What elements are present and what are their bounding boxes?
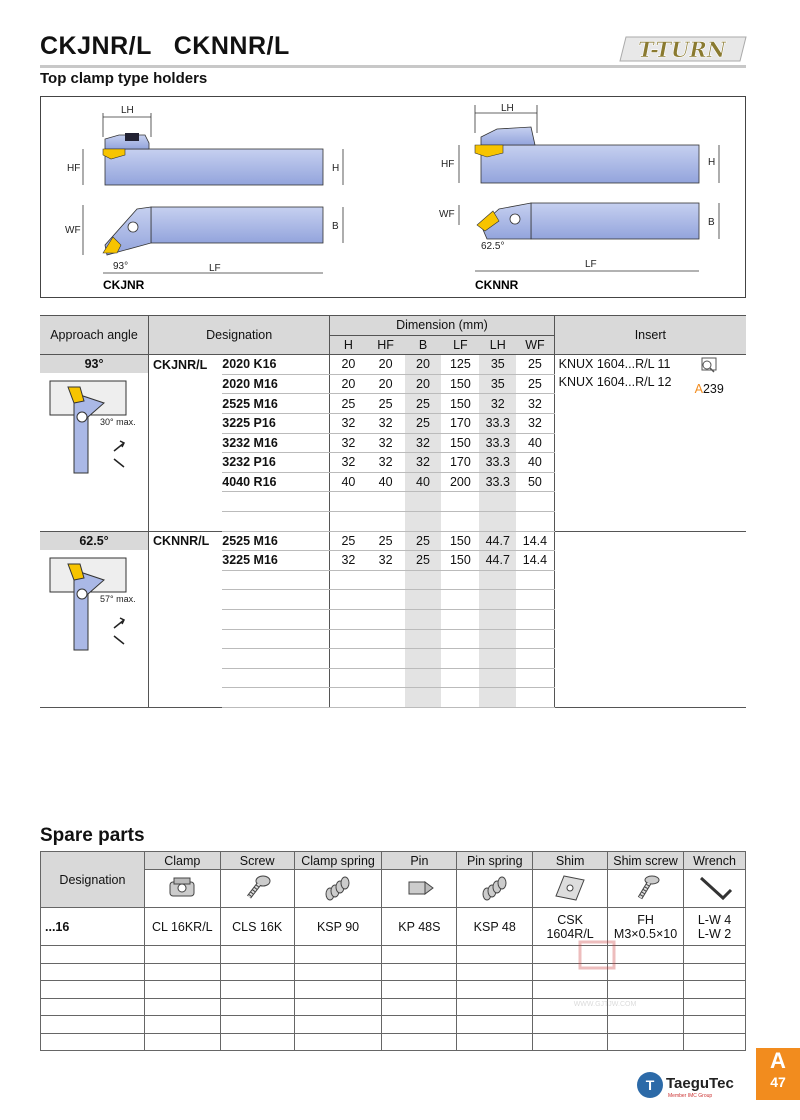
pin-icon [382,870,457,908]
dimension-cell [479,570,516,590]
svg-text:30° max.: 30° max. [100,417,136,428]
dimension-cell: 32 [330,551,367,571]
designation-prefix [149,570,223,590]
spare-empty-cell [41,1016,145,1034]
dimension-cell [330,492,367,512]
dimension-cell [330,629,367,649]
dimension-cell: 32 [405,453,442,473]
spare-empty-cell [220,998,294,1016]
dimension-cell: 170 [441,413,479,433]
designation-prefix [149,590,223,610]
spare-empty-cell [608,1033,684,1051]
dimension-cell [405,649,442,669]
cknnr-b-label: B [708,217,715,228]
spare-row-designation: ...16 [41,908,145,946]
designation-code: 2525 M16 [222,531,329,551]
designation-code: 2525 M16 [222,394,329,414]
designation-code: 2020 M16 [222,374,329,394]
designation-prefix [149,453,223,473]
dimension-cell [516,609,554,629]
designation-code: 3225 M16 [222,551,329,571]
spare-col-clamp-spring: Clamp spring [294,852,382,870]
dimension-cell: 33.3 [479,433,516,453]
dimension-cell: 20 [367,374,405,394]
cknnr-top-view [439,203,719,271]
dimension-cell [330,570,367,590]
dimension-cell [516,649,554,669]
insert-code: KNUX 1604...R/L 12 [558,375,672,390]
approach-angle-header: Approach angle [40,316,149,355]
cknnr-wf-label: WF [439,209,455,220]
dimension-cell [479,649,516,669]
spare-empty-cell [294,963,382,981]
dimension-cell [516,688,554,708]
approach-angle-value: 93° [40,355,148,373]
dimension-cell [479,629,516,649]
dimension-header: Dimension (mm) [330,316,554,336]
section-tab [756,1048,800,1100]
dimension-cell [330,688,367,708]
designation-code: 3225 P16 [222,413,329,433]
designation-code [222,609,329,629]
dim-b-header: B [418,337,428,352]
designation-prefix [149,413,223,433]
cknnr-lf-label: LF [585,259,597,270]
dimension-cell [367,629,405,649]
holder-diagrams [40,96,746,298]
dimension-cell: 25 [405,551,442,571]
dimension-cell: 40 [405,472,442,492]
dimension-cell [479,590,516,610]
designation-prefix [149,433,223,453]
dimension-cell: 20 [405,374,442,394]
dimension-cell [330,668,367,688]
watermark [540,940,670,1010]
spare-col-screw: Screw [220,852,294,870]
section-letter: A [770,1048,786,1073]
dimension-cell: 150 [441,531,479,551]
dimension-cell: 44.7 [479,531,516,551]
wrench-icon [684,870,746,908]
cknnr-h-label: H [708,157,716,168]
dimension-cell [441,649,479,669]
spare-empty-row [41,1033,746,1051]
spare-empty-cell [144,946,220,964]
designation-code: 2020 K16 [222,355,329,375]
spare-empty-cell [41,981,145,999]
dimension-cell: 25 [516,355,554,375]
dimension-cell [441,492,479,512]
spare-empty-cell [144,963,220,981]
dimension-cell [405,511,442,531]
cknnr-hf-label: HF [441,159,455,170]
dimension-cell [516,492,554,512]
spare-empty-cell [294,998,382,1016]
shim-icon [533,870,608,908]
dimension-cell: 35 [479,374,516,394]
spare-empty-cell [382,1033,457,1051]
dimension-cell: 25 [330,394,367,414]
dimension-cell [367,649,405,669]
dim-wf-header: WF [516,335,554,355]
spare-cell-screw: CLS 16K [220,908,294,946]
spare-col-shim-screw: Shim screw [608,852,684,870]
spare-empty-cell [41,998,145,1016]
dimension-cell [367,570,405,590]
spare-empty-cell [41,1033,145,1051]
dimension-cell [516,590,554,610]
dimension-cell: 40 [516,453,554,473]
watermark-site: WWW.GJTJW.COM [573,1001,637,1008]
page-title: CKJNR/L CKNNR/L [40,32,290,60]
spare-empty-cell [294,981,382,999]
spare-cell-pin: KP 48S [382,908,457,946]
spare-col-wrench: Wrench [684,852,746,870]
dimension-cell: 20 [330,374,367,394]
designation-prefix [149,492,223,512]
spare-col-clamp: Clamp [144,852,220,870]
designation-code: 3232 M16 [222,433,329,453]
spare-cell-clamp-spring: KSP 90 [294,908,382,946]
designation-code [222,668,329,688]
cknnr-angle-label: 62.5° [481,241,505,252]
spare-cell-wrench: L-W 4 L-W 2 [684,908,746,946]
dimension-cell [516,629,554,649]
designation-prefix [149,688,223,708]
clamp-spring-icon [294,870,382,908]
spare-empty-cell [382,1016,457,1034]
spare-empty-cell [294,1033,382,1051]
spare-empty-cell [608,1016,684,1034]
dimension-cell: 170 [441,453,479,473]
spare-empty-cell [533,1016,608,1034]
svg-text:T: T [645,1077,655,1093]
spare-empty-cell [220,1016,294,1034]
designation-prefix [149,649,223,669]
title-rule [40,65,746,68]
spare-empty-cell [144,1033,220,1051]
dimension-cell: 25 [367,394,405,414]
dimension-cell [330,649,367,669]
spare-empty-cell [220,981,294,999]
tool-application-icon [44,550,144,660]
designation-code [222,629,329,649]
ckjnr-h-label: H [332,163,340,174]
spare-col-pin-spring: Pin spring [457,852,533,870]
ckjnr-lf-label: LF [209,263,221,274]
dimension-cell [441,511,479,531]
dimension-cell: 25 [367,531,405,551]
spare-empty-cell [684,981,746,999]
dimension-cell [441,688,479,708]
designation-code [222,590,329,610]
spare-empty-cell [382,946,457,964]
insert-cell [554,355,746,531]
page-number: 47 [770,1074,786,1090]
spare-empty-cell [144,998,220,1016]
spare-empty-cell [684,946,746,964]
dimension-cell [405,609,442,629]
dimension-cell [479,609,516,629]
designation-code [222,511,329,531]
magnifier-icon [698,357,720,375]
dimension-cell: 32 [330,433,367,453]
brand-sub: Member IMC Group [668,1093,713,1099]
dimension-cell: 40 [330,472,367,492]
dimension-cell: 125 [441,355,479,375]
dimension-cell [405,629,442,649]
dimension-cell: 14.4 [516,551,554,571]
spare-empty-cell [220,946,294,964]
dimension-cell: 32 [330,453,367,473]
dim-hf-header: HF [377,337,394,352]
dimension-cell [367,609,405,629]
insert-header: Insert [634,328,666,343]
dimension-cell [405,570,442,590]
spare-empty-cell [220,963,294,981]
dimension-cell: 150 [441,433,479,453]
dimension-cell: 150 [441,551,479,571]
dim-lh-header: LH [489,337,506,352]
dimension-cell: 25 [405,413,442,433]
dimension-cell [405,492,442,512]
dimension-table [40,315,746,708]
tool-application-icon [44,373,144,483]
dimension-cell [441,590,479,610]
spare-empty-cell [382,998,457,1016]
dimension-cell: 32 [367,413,405,433]
dimension-cell: 32 [405,433,442,453]
dimension-cell: 32 [479,394,516,414]
ckjnr-side-view [67,105,343,185]
dimension-cell [479,511,516,531]
designation-prefix [149,551,223,571]
ckjnr-wf-label: WF [65,225,81,236]
spare-empty-cell [457,1016,533,1034]
designation-prefix [149,374,223,394]
cknnr-caption: CKNNR [475,278,519,292]
dimension-cell [516,570,554,590]
dimension-cell: 25 [330,531,367,551]
spare-cell-shim-screw: FH M3×0.5×10 [608,908,684,946]
brand-name: TaeguTec [666,1075,734,1092]
spare-cell-clamp: CL 16KR/L [144,908,220,946]
dimension-cell: 32 [367,551,405,571]
dimension-cell [405,590,442,610]
dimension-cell: 150 [441,394,479,414]
spare-empty-cell [457,998,533,1016]
dimension-cell: 40 [367,472,405,492]
approach-angle-cell [40,531,149,707]
approach-angle-value: 62.5° [40,532,148,550]
cknnr-side-view [441,103,719,183]
insert-page-ref[interactable]: A239 [695,357,724,398]
taegutec-logo [636,1070,754,1100]
ckjnr-lh-label: LH [121,105,134,116]
spare-empty-cell [457,981,533,999]
dimension-cell: 32 [516,394,554,414]
dimension-cell [330,609,367,629]
designation-prefix: CKJNR/L [153,357,208,372]
dimension-cell: 40 [516,433,554,453]
spare-parts-title: Spare parts [40,825,145,846]
ckjnr-caption: CKJNR [103,278,145,292]
dimension-cell [516,511,554,531]
spare-empty-cell [220,1033,294,1051]
approach-angle-cell [40,355,149,531]
designation-code: 4040 R16 [222,472,329,492]
designation-prefix [149,629,223,649]
dimension-cell [441,629,479,649]
ckjnr-top-view [65,205,343,274]
designation-prefix [149,472,223,492]
ckjnr-angle-label: 93° [113,261,129,272]
table-row [40,531,746,551]
spare-cell-pin-spring: KSP 48 [457,908,533,946]
dimension-cell [441,570,479,590]
dimension-cell: 50 [516,472,554,492]
dimension-cell: 25 [405,394,442,414]
designation-prefix [149,668,223,688]
insert-cell [554,531,746,707]
dimension-cell [367,590,405,610]
dimension-cell [330,511,367,531]
screw-icon [220,870,294,908]
dimension-cell [367,668,405,688]
spare-empty-row [41,1016,746,1034]
insert-code: KNUX 1604...R/L 11 [558,357,671,372]
spare-empty-cell [684,1016,746,1034]
spare-cell-shim: CSK 1604R/L [533,908,608,946]
designation-prefix: CKNNR/L [153,534,210,549]
spare-empty-cell [41,946,145,964]
clamp-icon [144,870,220,908]
spare-empty-cell [382,963,457,981]
dimension-cell [405,668,442,688]
designation-code [222,688,329,708]
spare-col-pin: Pin [382,852,457,870]
page-subtitle: Top clamp type holders [40,70,208,87]
spare-empty-cell [684,963,746,981]
dimension-cell: 20 [330,355,367,375]
dimension-cell [479,688,516,708]
ckjnr-b-label: B [332,221,339,232]
dimension-cell: 32 [330,413,367,433]
pin-spring-icon [457,870,533,908]
dimension-cell [516,668,554,688]
dimension-cell: 200 [441,472,479,492]
dimension-cell: 32 [367,433,405,453]
table-row [40,355,746,375]
dimension-cell [405,688,442,708]
dimension-cell: 20 [367,355,405,375]
spare-col-shim: Shim [533,852,608,870]
dimension-cell [441,668,479,688]
dim-lf-header: LF [453,337,468,352]
designation-code [222,649,329,669]
dimension-cell: 20 [405,355,442,375]
spare-empty-cell [144,1016,220,1034]
t-turn-logo [618,33,748,65]
dim-h-header: H [343,337,353,352]
dimension-cell [479,492,516,512]
spare-empty-cell [684,1033,746,1051]
ckjnr-hf-label: HF [67,163,81,174]
cknnr-lh-label: LH [501,103,514,114]
dimension-cell [441,609,479,629]
spare-empty-cell [457,1033,533,1051]
dimension-cell: 44.7 [479,551,516,571]
dimension-cell: 150 [441,374,479,394]
spare-empty-cell [533,1033,608,1051]
dimension-cell [367,511,405,531]
spare-designation-header: Designation [41,852,145,908]
spare-empty-cell [382,981,457,999]
dimension-cell [330,590,367,610]
designation-prefix [149,511,223,531]
dimension-cell: 33.3 [479,472,516,492]
designation-prefix [149,394,223,414]
dimension-cell: 33.3 [479,453,516,473]
spare-empty-cell [457,946,533,964]
designation-code [222,492,329,512]
spare-empty-cell [144,981,220,999]
dimension-cell: 32 [516,413,554,433]
logo-text: T-TURN [638,37,726,62]
designation-prefix [149,609,223,629]
dimension-cell [479,668,516,688]
dimension-cell: 33.3 [479,413,516,433]
designation-code: 3232 P16 [222,453,329,473]
designation-header: Designation [149,316,330,355]
dimension-cell: 32 [367,453,405,473]
dimension-cell [367,492,405,512]
diagram-drawing [41,97,745,297]
spare-empty-cell [684,998,746,1016]
spare-empty-cell [41,963,145,981]
dimension-cell: 35 [479,355,516,375]
designation-code [222,570,329,590]
dimension-cell [367,688,405,708]
dimension-cell: 14.4 [516,531,554,551]
svg-text:57° max.: 57° max. [100,593,136,604]
dimension-cell: 25 [516,374,554,394]
spare-empty-cell [294,946,382,964]
dimension-cell: 25 [405,531,442,551]
spare-empty-cell [294,1016,382,1034]
spare-empty-cell [457,963,533,981]
shim-screw-icon [608,870,684,908]
dimension-table-body [40,355,746,708]
